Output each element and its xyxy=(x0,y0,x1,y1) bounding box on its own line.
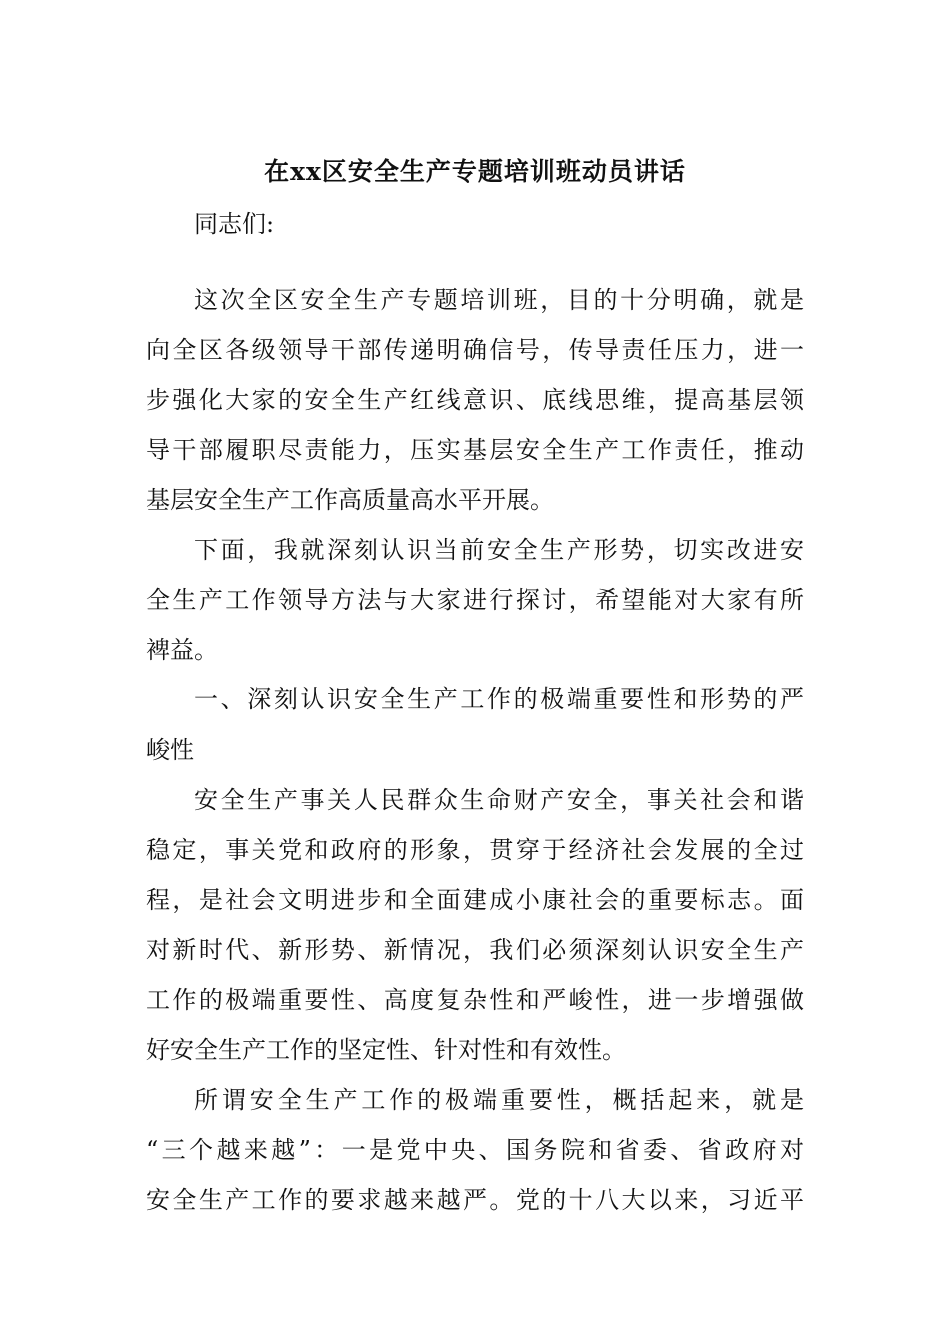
section-heading: 峻性 xyxy=(146,736,194,764)
paragraph-line: 程，是社会文明进步和全面建成小康社会的重要标志。面 xyxy=(146,886,804,914)
paragraph-line: 稳定，事关党和政府的形象，贯穿于经济社会发展的全过 xyxy=(146,836,804,864)
paragraph-line: 所谓安全生产工作的极端重要性，概括起来，就是 xyxy=(194,1086,804,1114)
paragraph-line: 裨益。 xyxy=(146,636,218,664)
paragraph-line: 全生产工作领导方法与大家进行探讨，希望能对大家有所 xyxy=(146,586,804,614)
paragraph-line: 安全生产事关人民群众生命财产安全，事关社会和谐 xyxy=(194,786,804,814)
paragraph-line: 对新时代、新形势、新情况，我们必须深刻认识安全生产 xyxy=(146,936,804,964)
paragraph-line: 步强化大家的安全生产红线意识、底线思维，提高基层领 xyxy=(146,386,804,414)
paragraph-line: 导干部履职尽责能力，压实基层安全生产工作责任，推动 xyxy=(146,436,804,464)
paragraph-line: 工作的极端重要性、高度复杂性和严峻性，进一步增强做 xyxy=(146,986,804,1014)
paragraph-line: “三个越来越”：一是党中央、国务院和省委、省政府对 xyxy=(146,1136,804,1164)
salutation: 同志们: xyxy=(194,210,275,238)
paragraph-line: 安全生产工作的要求越来越严。党的十八大以来，习近平 xyxy=(146,1186,804,1214)
paragraph-line: 这次全区安全生产专题培训班，目的十分明确，就是 xyxy=(194,286,804,314)
paragraph-line: 向全区各级领导干部传递明确信号，传导责任压力，进一 xyxy=(146,336,804,364)
paragraph-line: 下面，我就深刻认识当前安全生产形势，切实改进安 xyxy=(194,536,804,564)
paragraph-line: 好安全生产工作的坚定性、针对性和有效性。 xyxy=(146,1036,626,1064)
paragraph-line: 基层安全生产工作高质量高水平开展。 xyxy=(146,486,554,514)
document-title: 在xx区安全生产专题培训班动员讲话 xyxy=(264,157,686,186)
section-heading: 一、深刻认识安全生产工作的极端重要性和形势的严 xyxy=(194,685,804,713)
